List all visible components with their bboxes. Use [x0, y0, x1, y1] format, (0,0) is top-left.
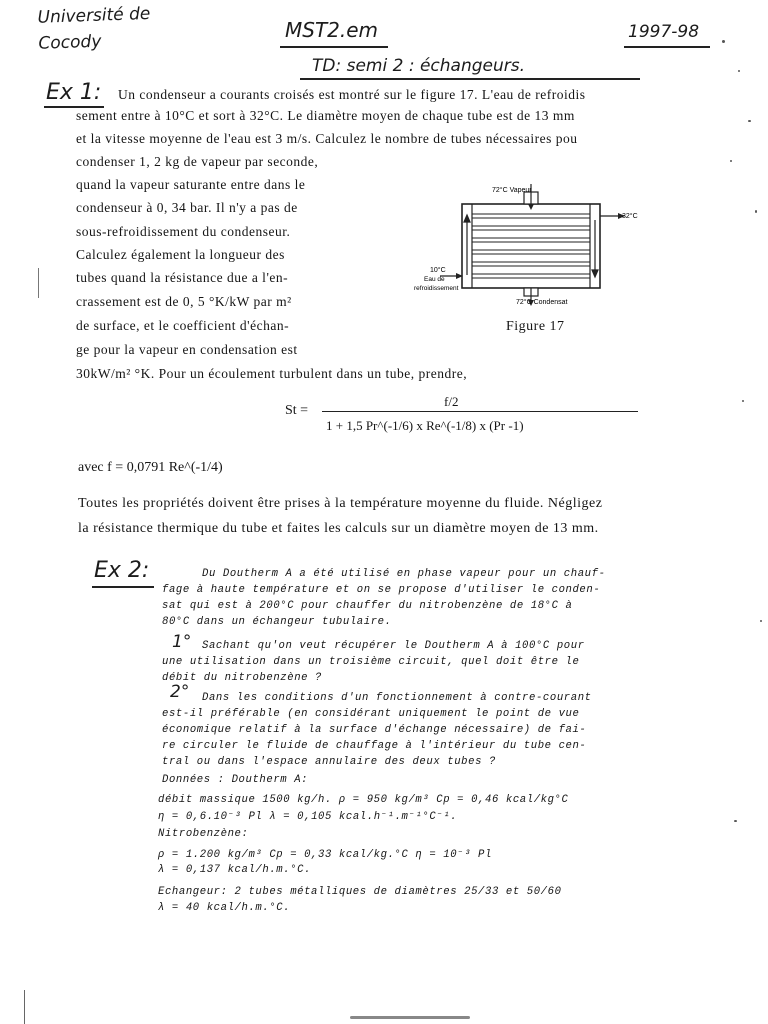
ex2-data-heading: Données : Doutherm A:: [162, 774, 309, 786]
ex2-line-4: 80°C dans un échangeur tubulaire.: [162, 616, 392, 628]
ex2-line-11: re circuler le fluide de chauffage à l'intérieur du tube cen-: [162, 740, 587, 752]
water-label-2: refroidissement: [414, 285, 459, 292]
ex2-label: Ex 2:: [94, 558, 150, 583]
ex2-data-line-4: λ = 0,137 kcal/h.m.°C.: [158, 864, 312, 876]
ex2-data-line-1: débit massique 1500 kg/h. ρ = 950 kg/m³ Cp = 0,46 kcal/kg°C: [158, 794, 569, 806]
formula-numerator: f/2: [444, 394, 459, 409]
ex1-col-line-2: quand la vapeur saturante entre dans le: [76, 177, 306, 192]
ex1-col-line-4: sous-refroidissement du condenseur.: [76, 224, 291, 239]
ex2-line-7: débit du nitrobenzène ?: [162, 672, 323, 684]
ex1-col-line-8: de surface, et le coefficient d'échan-: [76, 318, 290, 333]
ex2-data-line-6: λ = 40 kcal/h.m.°C.: [158, 902, 291, 914]
ex2-line-6: une utilisation dans un troisième circuit, quel doit être le: [162, 656, 580, 668]
ex2-line-2: fage à haute température et on se propose d'utiliser le conden-: [162, 584, 601, 596]
ex1-col-line-3: condenseur à 0, 34 bar. Il n'y a pas de: [76, 200, 298, 215]
condenser-diagram: [400, 180, 650, 308]
ex2-data-line-5: Echangeur: 2 tubes métalliques de diamètres 25/33 et 50/60: [158, 886, 562, 898]
water-label-1: Eau de: [424, 276, 445, 283]
question-marker-1: 1°: [172, 632, 192, 652]
year-label: 1997-98: [628, 22, 700, 42]
ex1-col-line-9: ge pour la vapeur en condensation est: [76, 342, 298, 357]
ex1-line-2: sement entre à 10°C et sort à 32°C. Le diamètre moyen de chaque tube est de 13 mm: [76, 108, 575, 123]
formula-lhs: St =: [285, 403, 309, 418]
ex1-col-line-5: Calculez également la longueur des: [76, 247, 285, 262]
ex2-line-9: est-il préférable (en considérant uniquement le point de vue: [162, 708, 580, 720]
figure-caption: Figure 17: [506, 319, 565, 334]
condenser-figure: [400, 180, 650, 308]
course-label: MST2.em: [285, 18, 379, 42]
friction-formula: avec f = 0,0791 Re^(-1/4): [78, 460, 223, 475]
ex1-note-1: Toutes les propriétés doivent être prises à la température moyenne du fluide. Négligez: [78, 496, 603, 511]
ex1-line-last: 30kW/m² °K. Pour un écoulement turbulent dans un tube, prendre,: [76, 366, 468, 381]
ex1-col-line-1: condenser 1, 2 kg de vapeur par seconde,: [76, 154, 319, 169]
steam-label: 72°C Vapeur: [492, 187, 532, 194]
ex2-line-10: économique relatif à la surface d'échange nécessaire) de fai-: [162, 724, 587, 736]
ex2-line-5: Sachant qu'on veut récupérer le Doutherm A à 100°C pour: [202, 640, 585, 652]
ex2-data-line-3: ρ = 1.200 kg/m³ Cp = 0,33 kcal/kg.°C η = 10⁻³ Pl: [158, 849, 492, 861]
inlet-temp-label: 10°C: [430, 267, 446, 274]
ex1-line-1: Un condenseur a courants croisés est montré sur le figure 17. L'eau de refroidis: [118, 87, 586, 102]
ex2-data-heading-2: Nitrobenzène:: [158, 828, 249, 840]
condensate-label: 72°C Condensat: [516, 299, 568, 306]
university-label: Université de Cocody: [37, 3, 151, 54]
fraction-bar: [322, 411, 638, 412]
ex1-label: Ex 1:: [46, 80, 102, 105]
question-marker-2: 2°: [170, 682, 190, 702]
ex1-note-2: la résistance thermique du tube et faites les calculs sur un diamètre moyen de 13 mm.: [78, 521, 599, 536]
ex2-line-3: sat qui est à 200°C pour chauffer du nitrobenzène de 18°C à: [162, 600, 573, 612]
formula-denominator: 1 + 1,5 Pr^(-1/6) x Re^(-1/8) x (Pr -1): [326, 418, 524, 433]
ex1-line-3: et la vitesse moyenne de l'eau est 3 m/s. Calculez le nombre de tubes nécessaires pou: [76, 131, 578, 146]
subtitle-label: TD: semi 2 : échangeurs.: [312, 56, 526, 76]
ex1-col-line-7: crassement est de 0, 5 °K/kW par m²: [76, 294, 292, 309]
outlet-temp-label: 32°C: [622, 213, 638, 220]
ex2-line-1: Du Doutherm A a été utilisé en phase vapeur pour un chauf-: [202, 568, 606, 580]
ex2-line-12: tral ou dans l'espace annulaire des deux tubes ?: [162, 756, 496, 768]
ex1-col-line-6: tubes quand la résistance due a l'en-: [76, 270, 289, 285]
ex2-line-8: Dans les conditions d'un fonctionnement à contre-courant: [202, 692, 592, 704]
ex2-data-line-2: η = 0,6.10⁻³ Pl λ = 0,105 kcal.h⁻¹.m⁻¹°C⁻¹.: [158, 811, 458, 823]
